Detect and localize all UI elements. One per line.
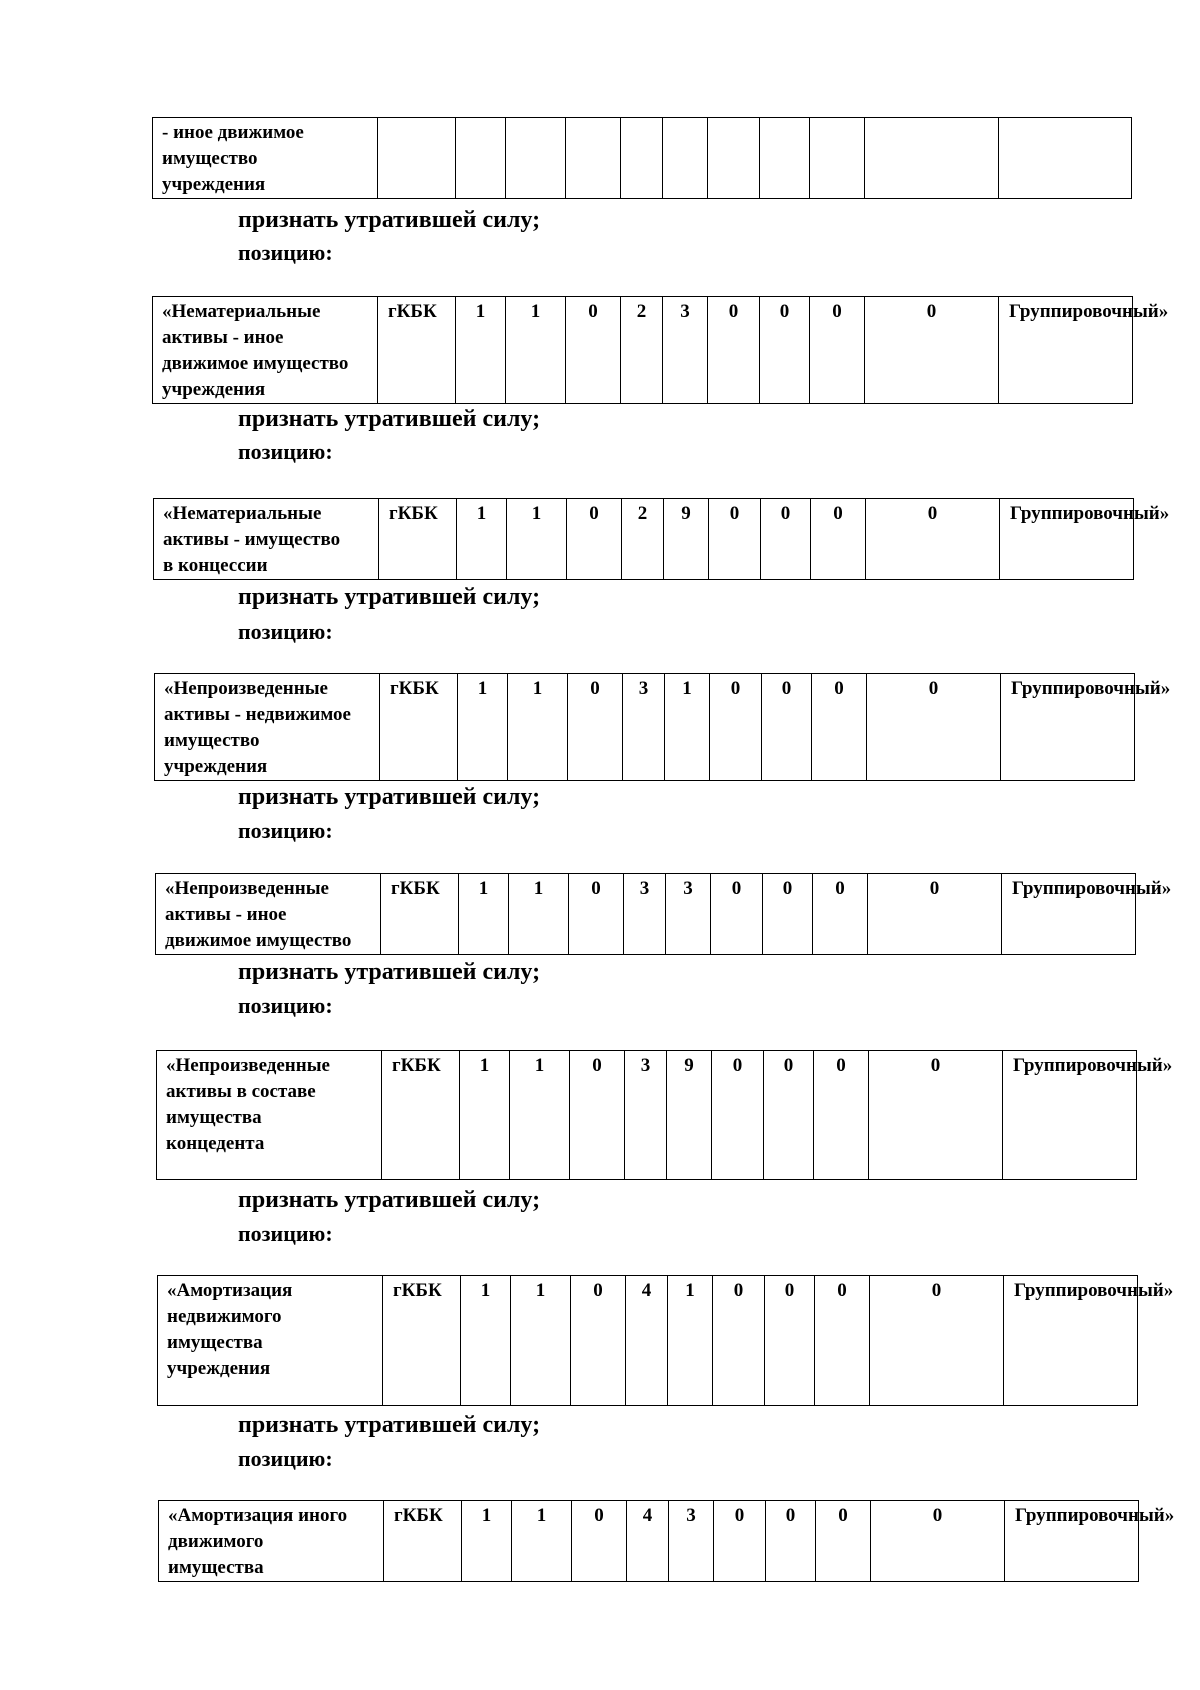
account-name-cell [153, 297, 378, 404]
code-digit-cell [760, 118, 810, 199]
account-name-line: «Нематериальные [163, 503, 322, 524]
account-name-line: концедента [166, 1133, 265, 1154]
kbk-kind-cell: гКБК [379, 499, 457, 580]
code-digit-cell: 0 [867, 674, 1001, 781]
account-type-cell: Группировочный» [999, 297, 1133, 404]
kbk-kind-cell: гКБК [380, 674, 458, 781]
code-digit-cell: 1 [511, 1276, 571, 1406]
account-name-line: движимое имущество [162, 353, 349, 374]
code-digit-cell [506, 118, 566, 199]
account-name-cell [159, 1501, 384, 1582]
code-digit-cell: 0 [763, 874, 813, 955]
code-digit-cell: 2 [621, 297, 663, 404]
code-digit-cell [456, 118, 506, 199]
code-digit-cell: 3 [623, 674, 665, 781]
account-name-line: недвижимого [167, 1306, 282, 1327]
code-digit-cell: 1 [458, 674, 508, 781]
classifier-row-table [154, 673, 1171, 781]
account-name-line: имущество [162, 148, 258, 169]
code-digit-cell: 0 [868, 874, 1002, 955]
account-name-line: движимое имущество [165, 930, 352, 951]
code-digit-cell [810, 118, 865, 199]
code-digit-cell: 2 [622, 499, 664, 580]
code-digit-cell: 0 [571, 1276, 626, 1406]
code-digit-cell: 0 [567, 499, 622, 580]
account-type-cell: Группировочный» [1002, 874, 1136, 955]
code-digit-cell [566, 118, 621, 199]
code-digit-cell: 4 [626, 1276, 668, 1406]
code-digit-cell [708, 118, 760, 199]
kbk-kind-cell: гКБК [381, 874, 459, 955]
code-digit-cell: 4 [627, 1501, 669, 1582]
code-digit-cell: 3 [663, 297, 708, 404]
account-name-line: имущества [167, 1332, 263, 1353]
code-digit-cell: 0 [762, 674, 812, 781]
code-digit-cell: 1 [507, 499, 567, 580]
account-type-cell: Группировочный» [1003, 1051, 1137, 1180]
account-name-line: активы - имущество [163, 529, 341, 550]
code-digit-cell: 0 [866, 499, 1000, 580]
code-digit-cell: 0 [816, 1501, 871, 1582]
account-name-line: учреждения [167, 1358, 271, 1379]
table-row [157, 1051, 1137, 1180]
code-digit-cell: 0 [708, 297, 760, 404]
code-digit-cell: 3 [625, 1051, 667, 1180]
position-label: позицию: [238, 1446, 333, 1471]
code-digit-cell: 0 [813, 874, 868, 955]
table-row [155, 674, 1135, 781]
table-row [153, 297, 1133, 404]
classifier-row-table [153, 498, 1170, 580]
code-digit-cell: 1 [512, 1501, 572, 1582]
code-digit-cell: 0 [566, 297, 621, 404]
account-name-line: движимого [168, 1531, 264, 1552]
account-name-cell [155, 674, 380, 781]
recognize-invalid-text: признать утратившей силу; [238, 584, 541, 610]
code-digit-cell: 0 [869, 1051, 1003, 1180]
account-name-line: - иное движимое [162, 122, 304, 143]
recognize-invalid-text: признать утратившей силу; [238, 784, 541, 810]
code-digit-cell: 3 [669, 1501, 714, 1582]
position-label: позицию: [238, 993, 333, 1018]
classifier-row-table [157, 1275, 1174, 1406]
classifier-row-table [155, 873, 1172, 955]
code-digit-cell [865, 118, 999, 199]
account-name-cell [157, 1051, 382, 1180]
recognize-invalid-text: признать утратившей силу; [238, 406, 541, 432]
account-name-cell [158, 1276, 383, 1406]
recognize-invalid-text: признать утратившей силу; [238, 1187, 541, 1213]
account-name-line: «Нематериальные [162, 301, 321, 322]
recognize-invalid-text: признать утратившей силу; [238, 1412, 541, 1438]
code-digit-cell: 0 [812, 674, 867, 781]
classifier-row-table [152, 296, 1169, 404]
account-name-line: учреждения [164, 756, 268, 777]
account-name-line: активы - иное [165, 904, 287, 925]
account-name-line: «Непроизведенные [166, 1055, 330, 1076]
recognize-invalid-text: признать утратившей силу; [238, 959, 541, 985]
code-digit-cell: 0 [710, 674, 762, 781]
code-digit-cell [621, 118, 663, 199]
account-name-line: учреждения [162, 379, 266, 400]
code-digit-cell: 0 [709, 499, 761, 580]
code-digit-cell: 1 [509, 874, 569, 955]
code-digit-cell: 0 [765, 1276, 815, 1406]
code-digit-cell: 0 [766, 1501, 816, 1582]
code-digit-cell: 0 [760, 297, 810, 404]
code-digit-cell: 0 [865, 297, 999, 404]
code-digit-cell: 0 [761, 499, 811, 580]
code-digit-cell [663, 118, 708, 199]
table-row [154, 499, 1134, 580]
account-name-line: «Амортизация иного [168, 1505, 348, 1526]
code-digit-cell: 0 [712, 1051, 764, 1180]
account-name-line: «Непроизведенные [165, 878, 329, 899]
classifier-row-table [156, 1050, 1173, 1180]
account-name-line: имущество [164, 730, 260, 751]
code-digit-cell: 1 [462, 1501, 512, 1582]
account-name-line: «Амортизация [167, 1280, 293, 1301]
account-name-line: «Непроизведенные [164, 678, 328, 699]
code-digit-cell: 9 [664, 499, 709, 580]
kbk-kind-cell: гКБК [384, 1501, 462, 1582]
code-digit-cell: 1 [459, 874, 509, 955]
recognize-invalid-text: признать утратившей силу; [238, 207, 541, 233]
code-digit-cell: 0 [711, 874, 763, 955]
account-name-line: активы в составе [166, 1081, 316, 1102]
code-digit-cell: 0 [572, 1501, 627, 1582]
account-type-cell: Группировочный» [1001, 674, 1135, 781]
kbk-kind-cell [378, 118, 456, 199]
code-digit-cell: 0 [814, 1051, 869, 1180]
account-type-cell: Группировочный» [1004, 1276, 1138, 1406]
code-digit-cell: 0 [568, 674, 623, 781]
account-name-line: учреждения [162, 174, 266, 195]
classifier-row-table [158, 1500, 1175, 1582]
code-digit-cell: 1 [456, 297, 506, 404]
table-row [156, 874, 1136, 955]
code-digit-cell: 0 [713, 1276, 765, 1406]
code-digit-cell: 1 [506, 297, 566, 404]
kbk-kind-cell: гКБК [378, 297, 456, 404]
table-row [159, 1501, 1139, 1582]
code-digit-cell: 3 [666, 874, 711, 955]
account-type-cell: Группировочный» [1000, 499, 1134, 580]
code-digit-cell: 1 [461, 1276, 511, 1406]
code-digit-cell: 0 [870, 1276, 1004, 1406]
account-type-cell [998, 118, 1132, 199]
code-digit-cell: 1 [457, 499, 507, 580]
table-row [153, 118, 1132, 199]
code-digit-cell: 0 [871, 1501, 1005, 1582]
table-row [158, 1276, 1138, 1406]
code-digit-cell: 0 [810, 297, 865, 404]
code-digit-cell: 1 [508, 674, 568, 781]
code-digit-cell: 1 [460, 1051, 510, 1180]
account-name-line: имущества [168, 1557, 264, 1578]
code-digit-cell: 1 [510, 1051, 570, 1180]
code-digit-cell: 0 [811, 499, 866, 580]
account-name-line: активы - недвижимое [164, 704, 351, 725]
account-name-cell [153, 118, 378, 199]
account-type-cell: Группировочный» [1005, 1501, 1139, 1582]
classifier-row-table [152, 117, 1132, 199]
account-name-cell [156, 874, 381, 955]
code-digit-cell: 0 [570, 1051, 625, 1180]
code-digit-cell: 1 [668, 1276, 713, 1406]
code-digit-cell: 0 [714, 1501, 766, 1582]
position-label: позицию: [238, 1221, 333, 1246]
code-digit-cell: 1 [665, 674, 710, 781]
position-label: позицию: [238, 818, 333, 843]
account-name-line: активы - иное [162, 327, 284, 348]
code-digit-cell: 0 [764, 1051, 814, 1180]
position-label: позицию: [238, 439, 333, 464]
kbk-kind-cell: гКБК [383, 1276, 461, 1406]
position-label: позицию: [238, 240, 333, 265]
position-label: позицию: [238, 619, 333, 644]
account-name-line: имущества [166, 1107, 262, 1128]
account-name-cell [154, 499, 379, 580]
code-digit-cell: 3 [624, 874, 666, 955]
account-name-line: в концессии [163, 555, 268, 576]
code-digit-cell: 0 [569, 874, 624, 955]
code-digit-cell: 0 [815, 1276, 870, 1406]
kbk-kind-cell: гКБК [382, 1051, 460, 1180]
code-digit-cell: 9 [667, 1051, 712, 1180]
